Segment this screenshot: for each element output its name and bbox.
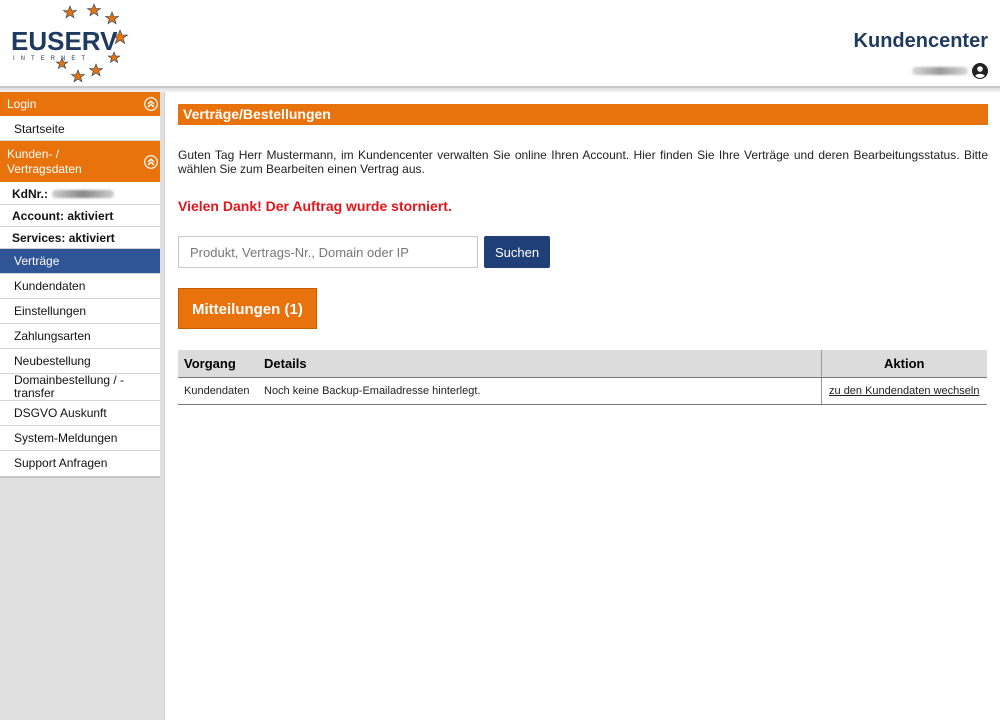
- sidebar-item-vertraege[interactable]: Verträge: [0, 249, 160, 274]
- customer-number-label: KdNr.:: [12, 186, 48, 201]
- table-row: [178, 377, 987, 404]
- user-menu[interactable]: [912, 62, 988, 80]
- svg-text:EUSERV: EUSERV: [11, 26, 118, 56]
- user-name-redacted: [912, 67, 968, 75]
- intro-text: Guten Tag Herr Mustermann, im Kundencenter verwalten Sie online Ihren Account. Hier finden Sie Ihre Verträge und deren Bearbeitungsstatus. Bitte wählen Sie zum Bearbeiten einen Vertrag aus.: [178, 148, 988, 176]
- sidebar-item-label: Domainbestellung / -transfer: [14, 373, 125, 400]
- cell-aktion: [821, 377, 987, 404]
- star-icon: [90, 64, 103, 76]
- search-button[interactable]: Suchen: [484, 236, 550, 268]
- search-bar: [178, 236, 988, 268]
- header: [0, 0, 1000, 86]
- svg-text:INTERNET: INTERNET: [13, 56, 91, 62]
- sidebar-item-neubestellung[interactable]: Neubestellung: [0, 349, 160, 374]
- sidebar-item-system-meldungen[interactable]: System-Meldungen: [0, 426, 160, 451]
- cell-vorgang: Kundendaten: [178, 377, 258, 404]
- sidebar-item-startseite[interactable]: Startseite: [0, 117, 160, 141]
- sidebar-section-title: Login: [7, 97, 37, 111]
- sidebar-item-einstellungen[interactable]: Einstellungen: [0, 299, 160, 324]
- link-kundendaten-wechseln[interactable]: zu den Kundendaten wechseln: [829, 384, 980, 397]
- customer-number-redacted: [52, 190, 114, 198]
- success-message: Vielen Dank! Der Auftrag wurde storniert.: [178, 198, 452, 214]
- sidebar-section-title: Kunden- / Vertragsdaten: [7, 147, 82, 176]
- column-header-vorgang: Vorgang: [178, 350, 258, 377]
- star-icon: [88, 4, 101, 16]
- star-icon: [64, 6, 77, 18]
- star-icon: [72, 70, 85, 82]
- chevron-double-up-icon[interactable]: [144, 155, 158, 169]
- main-content: [178, 104, 988, 405]
- sidebar: [0, 92, 160, 478]
- account-status: Account: aktiviert: [0, 205, 160, 227]
- tab-mitteilungen[interactable]: Mitteilungen (1): [178, 288, 317, 329]
- euserv-logo[interactable]: [8, 2, 133, 82]
- column-header-aktion: Aktion: [821, 350, 987, 377]
- page-title: Verträge/Bestellungen: [178, 104, 988, 125]
- sidebar-item-dsgvo[interactable]: DSGVO Auskunft: [0, 401, 160, 426]
- cell-details: Noch keine Backup-Emailadresse hinterlegt.: [258, 377, 821, 404]
- page-header-title: Kundencenter: [853, 30, 988, 52]
- chevron-double-up-icon[interactable]: [144, 97, 158, 111]
- sidebar-item-support[interactable]: Support Anfragen: [0, 451, 160, 476]
- sidebar-section-login[interactable]: [0, 92, 160, 117]
- services-status: Services: aktiviert: [0, 227, 160, 249]
- sidebar-item-zahlungsarten[interactable]: Zahlungsarten: [0, 324, 160, 349]
- sidebar-item-domainbestellung[interactable]: [0, 374, 160, 401]
- sidebar-section-kundendaten[interactable]: [0, 141, 160, 183]
- table-header-row: [178, 350, 987, 377]
- user-circle-icon[interactable]: [972, 63, 988, 79]
- sidebar-item-kundendaten[interactable]: Kundendaten: [0, 274, 160, 299]
- customer-number: [0, 183, 160, 205]
- messages-table: [178, 350, 987, 405]
- search-input[interactable]: [178, 236, 478, 268]
- column-header-details: Details: [258, 350, 821, 377]
- star-icon: [106, 12, 119, 24]
